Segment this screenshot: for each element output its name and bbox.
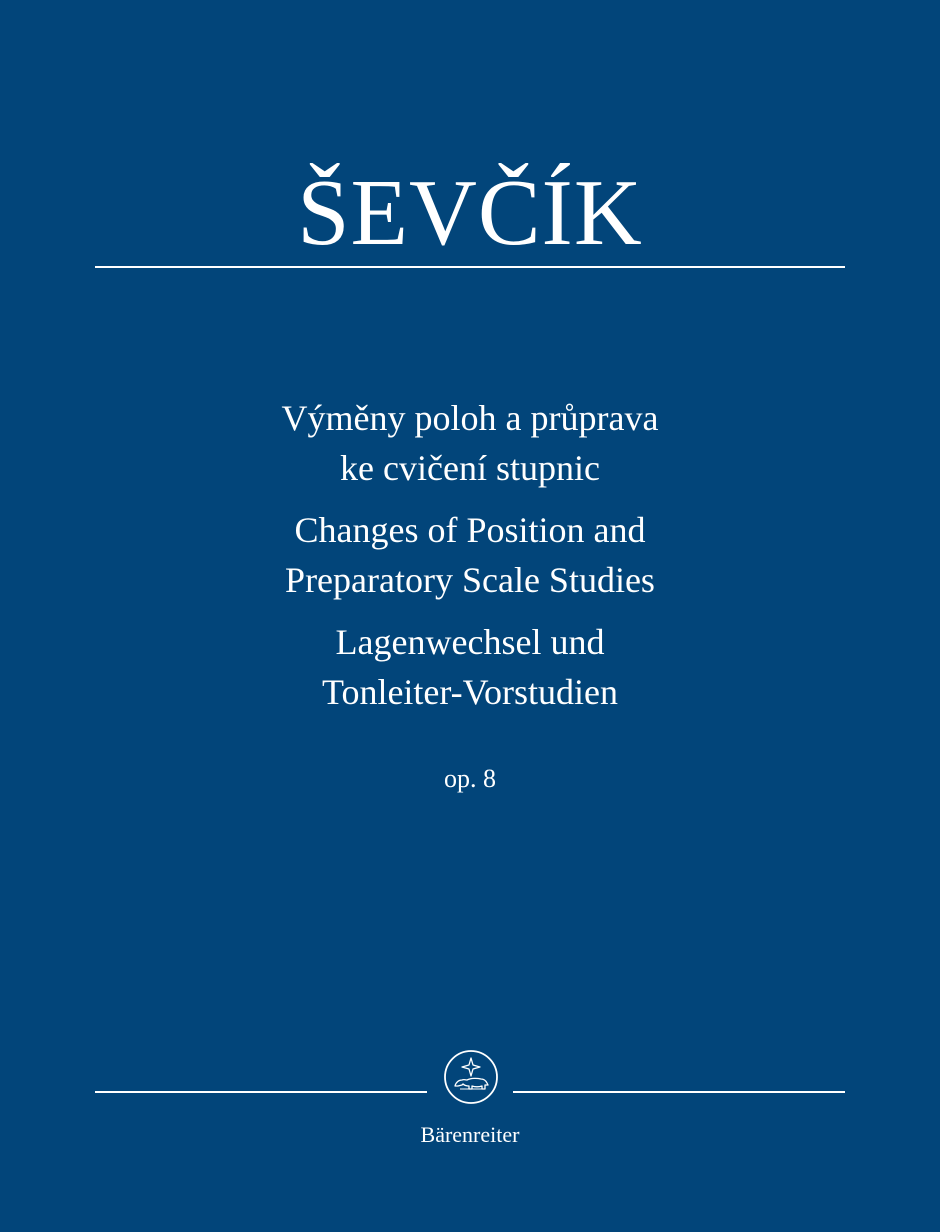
- title-czech: [0, 393, 940, 493]
- bottom-divider-right: [513, 1091, 845, 1093]
- barenreiter-bear-star-icon: [443, 1049, 499, 1105]
- title-german: [0, 617, 940, 717]
- top-divider: [95, 266, 845, 268]
- composer-name: ŠEVČÍK: [297, 161, 643, 265]
- title-czech-line-1: Výměny poloh a průprava: [281, 398, 659, 438]
- title-english-line-2: Preparatory Scale Studies: [285, 560, 655, 600]
- title-english-line-1: Changes of Position and: [294, 510, 646, 550]
- bottom-divider-left: [95, 1091, 427, 1093]
- title-english: [0, 505, 940, 605]
- opus-number: op. 8: [444, 764, 496, 793]
- title-german-line-2: Tonleiter-Vorstudien: [321, 672, 619, 712]
- title-german-line-1: Lagenwechsel und: [335, 622, 605, 662]
- title-czech-line-2: ke cvičení stupnic: [340, 448, 600, 488]
- publisher-name: Bärenreiter: [420, 1122, 520, 1147]
